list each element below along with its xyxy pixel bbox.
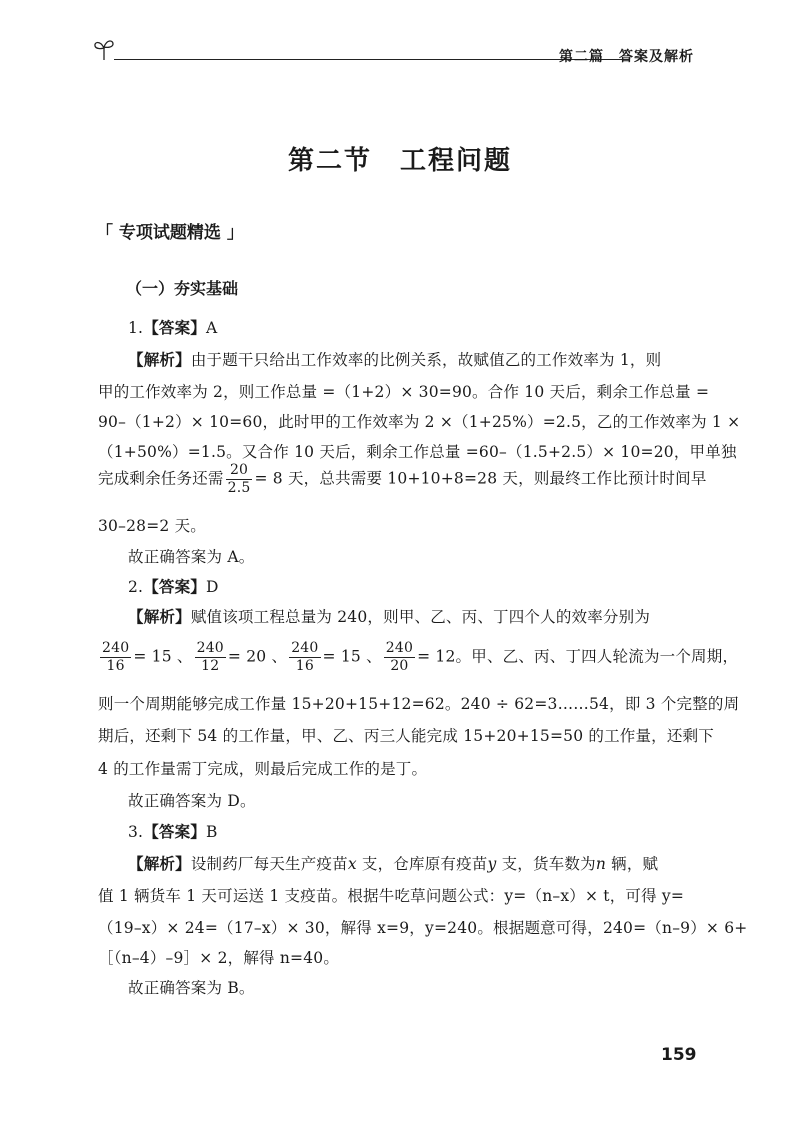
part-heading: （一）夯实基础 <box>126 279 239 298</box>
q1-text-5b: = 8 天，总共需要 10+10+8=28 天，则最终工作比预计时间早 <box>254 469 707 488</box>
q2-analysis-line-1 <box>128 605 650 627</box>
q2-conclusion: 故正确答案为 D。 <box>128 792 256 810</box>
q3-answer-value: B <box>206 823 218 841</box>
q3-text-1b: 支，仓库原有疫苗 <box>356 855 488 873</box>
q1-text-4: （1+50%）=1.5。又合作 10 天后，剩余工作总量 =60–（1.5+2.5）× 10=20，甲单独 <box>98 443 737 461</box>
q2-frac2-num: 240 <box>196 640 224 656</box>
q1-analysis-tag: 【解析】 <box>128 351 191 369</box>
q2-fraction-3 <box>289 640 320 675</box>
q1-frac-numerator: 20 <box>229 462 249 478</box>
q3-answer-line <box>128 820 218 842</box>
q3-var-n: n <box>595 855 606 873</box>
q3-conclusion: 故正确答案为 B。 <box>128 979 255 997</box>
q3-analysis-tag: 【解析】 <box>128 855 191 873</box>
q2-frac2-result: = 20 、 <box>227 647 288 666</box>
q1-text-6: 30–28=2 天。 <box>98 517 206 535</box>
q3-analysis-line-1 <box>128 852 658 874</box>
q2-frac1-den: 16 <box>100 657 131 675</box>
sprout-icon <box>92 36 116 62</box>
q2-answer-tag: 【答案】 <box>143 578 207 596</box>
q2-frac1-num: 240 <box>102 640 130 656</box>
q2-frac3-result: = 15 、 <box>322 647 382 666</box>
q2-frac4-result: = 12。甲、乙、丙、丁四人轮流为一个周期， <box>417 647 739 666</box>
q2-frac1-result: = 15 、 <box>133 647 193 666</box>
q1-text-5a: 完成剩余任务还需 <box>98 469 224 488</box>
subheading: 「 专项试题精选 」 <box>96 223 244 243</box>
q2-fraction-1 <box>100 640 131 675</box>
q2-text-5: 4 的工作量需丁完成，则最后完成工作的是丁。 <box>98 760 428 778</box>
q1-text-5 <box>98 462 707 497</box>
q2-fraction-4 <box>384 640 415 675</box>
q2-number: 2. <box>128 578 144 596</box>
q2-answer-line <box>128 575 219 597</box>
q3-var-x: x <box>347 855 357 873</box>
q3-text-4: ［（n–4）–9］× 2，解得 n=40。 <box>98 949 340 967</box>
q2-text-2 <box>98 640 738 675</box>
q3-text-2: 值 1 辆货车 1 天可运送 1 支疫苗。根据牛吃草问题公式：y=（n–x）× t，可得 y= <box>98 887 685 905</box>
q1-answer-value: A <box>206 319 218 337</box>
q3-number: 3. <box>128 823 144 841</box>
q2-text-3: 则一个周期能够完成工作量 15+20+15+12=62。240 ÷ 62=3……54，即 3 个完整的周 <box>98 695 740 713</box>
q1-answer-line <box>128 316 217 338</box>
q2-frac3-den: 16 <box>289 657 320 675</box>
q2-frac3-num: 240 <box>291 640 319 656</box>
q2-fraction-2 <box>195 640 226 675</box>
header-text: 第二篇 答案及解析 <box>559 49 694 65</box>
q1-frac-denominator: 2.5 <box>227 480 251 496</box>
page-number: 159 <box>661 1045 697 1065</box>
running-header <box>92 36 704 66</box>
q3-var-y: y <box>487 855 497 873</box>
q3-text-1c: 支，货车数为 <box>496 855 596 873</box>
q1-conclusion: 故正确答案为 A。 <box>128 548 255 566</box>
section-title: 第二节 工程问题 <box>287 146 512 176</box>
q3-answer-tag: 【答案】 <box>143 823 207 841</box>
q3-text-3: （19–x）× 24=（17–x）× 30，解得 x=9，y=240。根据题意可得，240=（n–9）× 6+ <box>98 919 748 937</box>
q1-analysis-line-1 <box>128 348 661 370</box>
q2-text-4: 期后，还剩下 54 的工作量，甲、乙、丙三人能完成 15+20+15=50 的工作量，还剩下 <box>98 727 714 745</box>
q2-text-1: 赋值该项工程总量为 240，则甲、乙、丙、丁四个人的效率分别为 <box>190 608 651 626</box>
q1-number: 1. <box>128 319 144 337</box>
header-rule <box>114 59 629 60</box>
q2-analysis-tag: 【解析】 <box>128 608 191 626</box>
q1-text-3: 90–（1+2）× 10=60，此时甲的工作效率为 2 ×（1+25%）=2.5，乙的工作效率为 1 × <box>98 413 741 431</box>
q2-frac4-num: 240 <box>385 640 414 656</box>
q2-frac4-den: 20 <box>384 657 415 675</box>
q1-text-1: 由于题干只给出工作效率的比例关系，故赋值乙的工作效率为 1，则 <box>190 351 662 369</box>
q1-text-2: 甲的工作效率为 2，则工作总量 =（1+2）× 30=90。合作 10 天后，剩余工作总量 = <box>98 383 710 401</box>
q2-frac2-den: 12 <box>195 657 226 675</box>
q2-answer-value: D <box>206 578 219 596</box>
q1-answer-tag: 【答案】 <box>143 319 207 337</box>
q3-text-1d: 辆，赋 <box>606 855 659 873</box>
q1-fraction <box>226 462 253 497</box>
q3-text-1a: 设制药厂每天生产疫苗 <box>190 855 348 873</box>
